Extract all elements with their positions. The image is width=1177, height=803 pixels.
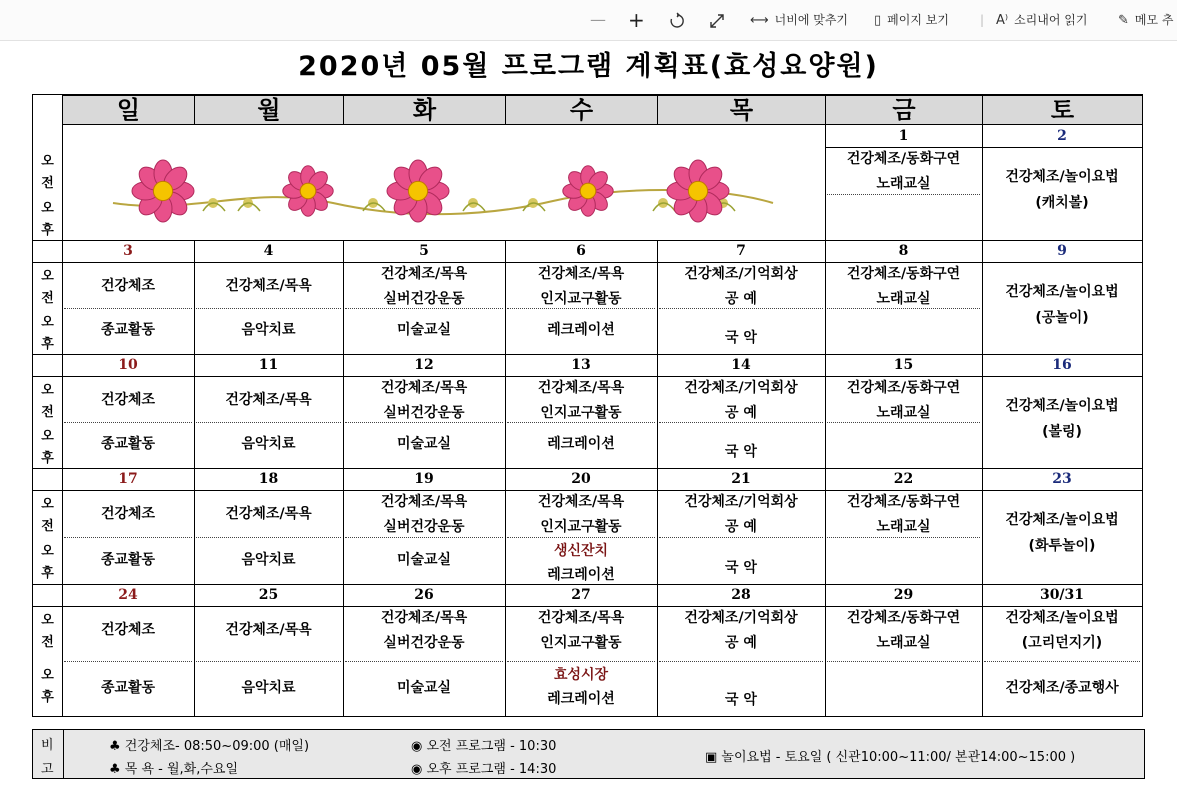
am-program: 건강체조/목욕 [537,494,625,510]
weekday-header: 토 [982,95,1143,125]
notes-label-cell [33,730,64,778]
date-number: 24 [118,587,138,603]
pm-program-detail: 국 악 [725,692,757,708]
note-pm-program: ◉ 오후 프로그램 - 14:30 [411,762,557,777]
date-number: 1 [898,128,909,144]
am-program-detail: 노래교실 [876,405,931,421]
am-program-detail: 공 예 [725,519,757,535]
pm-row-label: 오 후 [41,201,54,238]
date-number: 8 [898,243,909,259]
week-divider [33,716,1142,717]
date-number: 9 [1057,243,1067,259]
label-column-divider [62,125,63,240]
am-program: 건강체조/목욕 [537,610,625,626]
date-number: 12 [414,357,434,373]
expand-icon [708,12,726,30]
am-program: 건강체조/놀이요법 [1005,610,1119,626]
date-number: 30/31 [1039,587,1085,603]
notes-label-2: 고 [41,762,54,777]
date-number: 19 [414,471,434,487]
weekday-header: 화 [343,95,506,125]
date-number: 2 [1057,128,1067,144]
toolbar-divider: | [980,13,985,27]
viewer-toolbar [0,0,1177,41]
am-program: 건강체조/목욕 [380,494,468,510]
pm-program: 음악치료 [241,436,296,452]
pm-program: 레크레이션 [547,436,615,452]
pm-row-label: 오 후 [41,668,54,705]
date-number: 15 [893,357,914,373]
pm-row-label: 오 후 [41,544,54,581]
date-number: 26 [414,587,434,603]
am-pm-divider [64,308,192,309]
date-number: 18 [258,471,279,487]
saturday-program: 건강체조/놀이요법 [1005,512,1119,528]
am-program: 건강체조/동화구연 [846,266,961,282]
am-pm-divider [196,308,341,309]
am-program-detail: 공 예 [725,405,757,421]
am-program-detail: 실버건강운동 [383,519,465,535]
date-number: 13 [571,357,591,373]
am-program: 건강체조/목욕 [537,266,625,282]
date-number: 22 [893,471,914,487]
plus-icon: + [628,8,645,32]
fit-width-button[interactable] [750,0,848,40]
am-pm-divider [196,537,341,538]
page-view-button[interactable] [874,0,949,40]
flower-decoration [73,145,793,235]
read-aloud-label: 소리내어 읽기 [1014,13,1088,27]
pm-row-label: 오 후 [41,429,54,466]
rotate-icon [668,12,686,30]
date-number: 28 [731,587,751,603]
pm-program-detail: 레크레이션 [547,567,615,583]
am-program: 건강체조/목욕 [225,278,312,294]
am-program: 건강체조/목욕 [225,392,312,408]
pm-program: 건강체조/종교행사 [1005,680,1119,696]
am-program: 건강체조/기억회상 [684,494,798,510]
page-icon: ▯ [874,13,882,28]
am-program: 건강체조 [100,278,156,294]
saturday-program-detail: (공놀이) [1035,310,1089,326]
pm-program: 음악치료 [241,552,296,568]
am-program-detail: 인지교구활동 [540,635,622,651]
date-number: 6 [576,243,586,259]
memo-label: 메모 추 [1134,13,1174,27]
fullscreen-button[interactable] [708,0,726,40]
am-program: 건강체조/기억회상 [684,266,798,282]
pm-program: 종교활동 [100,680,156,696]
am-program-detail: 실버건강운동 [383,405,465,421]
am-row-label: 오 전 [41,269,54,306]
am-pm-divider [827,661,980,662]
saturday-program: 건강체조/놀이요법 [1005,284,1119,300]
am-program-detail: 공 예 [725,635,757,651]
notes-label-1: 비 [41,738,54,753]
calendar-table [32,94,1143,717]
pm-program-detail: 국 악 [725,560,757,576]
pm-program: 종교활동 [100,436,156,452]
weekday-header: 목 [657,95,826,125]
date-number: 16 [1052,357,1072,373]
pen-icon: ✎ [1118,13,1129,28]
pm-program-detail: 국 악 [725,444,757,460]
am-program: 건강체조/동화구연 [846,380,961,396]
am-row-label: 오 전 [41,497,54,534]
am-pm-divider [64,661,192,662]
am-row-label: 오 전 [41,383,54,420]
am-pm-divider [984,661,1140,662]
saturday-program-detail: (볼링) [1042,424,1082,440]
fit-width-icon: ⟷ [750,13,769,28]
pm-row-label: 오 후 [41,315,54,352]
am-program-detail: 공 예 [725,291,757,307]
zoom-out-button[interactable] [590,0,606,40]
date-number: 11 [258,357,279,373]
date-number: 5 [419,243,429,259]
am-program: 건강체조/동화구연 [846,151,961,167]
minus-icon: — [590,10,606,29]
am-pm-divider [659,661,823,662]
am-program-detail: 노래교실 [876,176,931,192]
date-number: 3 [123,243,133,259]
date-number: 25 [258,587,279,603]
am-program: 건강체조/목욕 [537,380,625,396]
am-program: 건강체조/목욕 [225,622,312,638]
pm-program: 레크레이션 [547,322,615,338]
date-number: 7 [736,243,746,259]
am-program: 건강체조/기억회상 [684,380,798,396]
am-program-detail: (고리던지기) [1021,635,1103,651]
pm-program: 미술교실 [396,436,452,452]
am-pm-divider [196,422,341,423]
weekday-header: 금 [825,95,983,125]
notes-box [32,729,1145,779]
date-number: 27 [571,587,591,603]
pm-program: 음악치료 [241,322,296,338]
am-pm-divider [507,661,655,662]
date-number: 4 [263,243,274,259]
am-pm-divider [196,661,341,662]
note-exercise-time: ♣ 건강체조- 08:50~09:00 (매일) [109,739,310,754]
weekday-header: 일 [62,95,195,125]
am-pm-divider [345,661,503,662]
am-program: 건강체조/목욕 [380,380,468,396]
date-number: 10 [118,357,138,373]
pm-program-detail: 국 악 [725,330,757,346]
date-number: 17 [118,471,138,487]
date-number: 23 [1052,471,1072,487]
fit-width-label: 너비에 맞추기 [774,13,849,27]
am-program: 건강체조/목욕 [225,506,312,522]
weekday-header: 월 [194,95,344,125]
pm-program: 미술교실 [396,680,452,696]
date-number: 29 [893,587,914,603]
weekday-header: 수 [505,95,658,125]
am-program-detail: 인지교구활동 [540,291,622,307]
read-aloud-icon: A⁾ [996,13,1009,28]
am-program: 건강체조/동화구연 [846,610,961,626]
am-program-detail: 인지교구활동 [540,405,622,421]
pm-program: 종교활동 [100,322,156,338]
am-program-detail: 노래교실 [876,519,931,535]
saturday-program: 건강체조/놀이요법 [1005,169,1119,185]
read-aloud-button[interactable] [996,0,1087,40]
pm-program-detail: 레크레이션 [547,691,615,707]
saturday-program-detail: (캐치볼) [1035,195,1089,211]
note-am-program: ◉ 오전 프로그램 - 10:30 [411,739,557,754]
am-pm-divider [64,537,192,538]
am-program-detail: 실버건강운동 [383,635,465,651]
pm-program: 효성시장 [553,667,609,683]
am-program-detail: 인지교구활동 [540,519,622,535]
am-program: 건강체조 [100,622,156,638]
am-pm-divider [64,422,192,423]
pm-program: 종교활동 [100,552,156,568]
zoom-in-button[interactable] [628,0,645,40]
am-program: 건강체조 [100,506,156,522]
rotate-button[interactable] [668,0,686,40]
am-row-label: 오 전 [41,154,54,191]
memo-button[interactable] [1118,0,1174,40]
date-number: 14 [731,357,751,373]
am-row-label: 오 전 [41,613,54,650]
am-program: 건강체조/기억회상 [684,610,798,626]
pm-program: 미술교실 [396,322,452,338]
am-program: 건강체조 [100,392,156,408]
document-title: 2020년 05월 프로그램 계획표(효성요양원) [298,51,879,82]
pm-program: 미술교실 [396,552,452,568]
am-program-detail: 노래교실 [876,291,931,307]
am-program-detail: 노래교실 [876,635,931,651]
am-program-detail: 실버건강운동 [383,291,465,307]
note-bath-days: ♣ 목 욕 - 월,화,수요일 [109,762,239,777]
note-play-therapy: ▣ 놀이요법 - 토요일 ( 신관10:00~11:00/ 본관14:00~15:00 ) [705,750,1076,765]
am-program: 건강체조/목욕 [380,266,468,282]
pm-program: 음악치료 [241,680,296,696]
am-program: 건강체조/동화구연 [846,494,961,510]
date-number: 20 [571,471,591,487]
date-number: 21 [731,471,751,487]
page-view-label: 페이지 보기 [887,13,949,27]
am-program: 건강체조/목욕 [380,610,468,626]
pm-program: 생신잔치 [553,543,609,559]
saturday-program-detail: (화투놀이) [1028,538,1096,554]
saturday-program: 건강체조/놀이요법 [1005,398,1119,414]
